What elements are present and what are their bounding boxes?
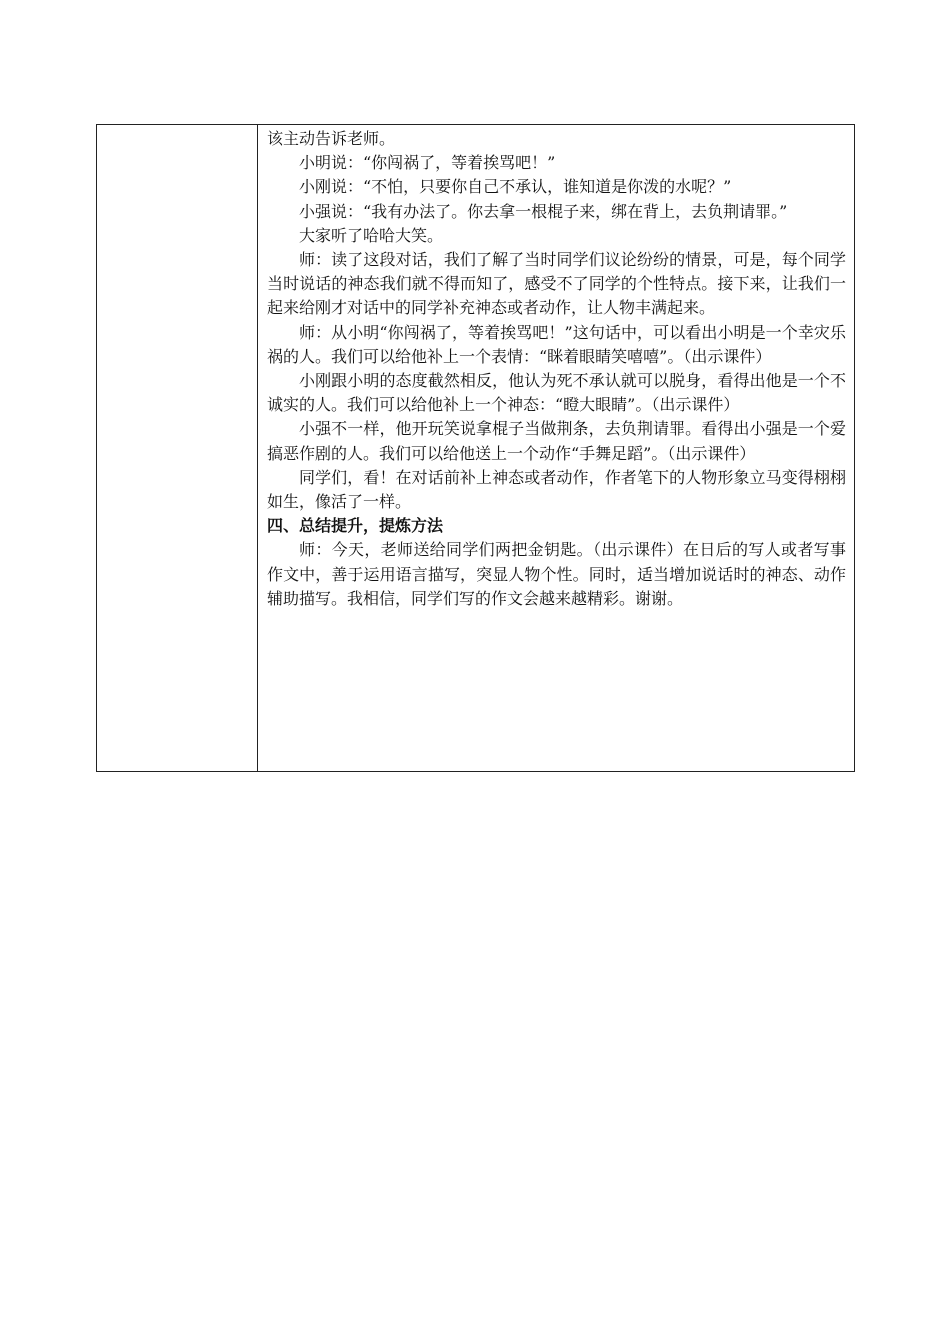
paragraph-xiaoqiang-quote: 小强说：“我有办法了。你去拿一根棍子来，绑在背上，去负荆请罪。” bbox=[299, 201, 788, 221]
section-heading: 四、总结提升，提炼方法 bbox=[267, 516, 444, 536]
paragraph-teacher-1: 师：读了这段对话，我们了解了当时同学们议论纷纷的情景，可是，每个同学当时说话的神态我们就不得而知了，感受不了同学的个性特点。接下来，让我们一起来给刚才对话中的同学补充神态或者动作，让人物丰满起来。 bbox=[267, 250, 846, 318]
lesson-table bbox=[96, 124, 855, 772]
paragraph-xiaogang-analysis: 小刚跟小明的态度截然相反，他认为死不承认就可以脱身，看得出他是一个不诚实的人。我们可以给他补上一个神态：“瞪大眼睛”。（出示课件） bbox=[267, 371, 846, 415]
paragraph-conclusion: 师：今天，老师送给同学们两把金钥匙。（出示课件）在日后的写人或者写事作文中，善于运用语言描写，突显人物个性。同时，适当增加说话时的神态、动作辅助描写。我相信，同学们写的作文会越来越精彩。谢谢。 bbox=[267, 540, 846, 608]
paragraph-xiaoming-quote: 小明说：“你闯祸了，等着挨骂吧！” bbox=[299, 153, 556, 173]
paragraph-laughter: 大家听了哈哈大笑。 bbox=[299, 225, 444, 245]
paragraph-xiaogang-quote: 小刚说：“不怕，只要你自己不承认，谁知道是你泼的水呢？” bbox=[299, 177, 732, 197]
table-left-cell bbox=[97, 125, 258, 771]
paragraph-teacher-2: 师：从小明“你闯祸了，等着挨骂吧！”这句话中，可以看出小明是一个幸灾乐祸的人。我们可以给他补上一个表情：“眯着眼睛笑嘻嘻”。（出示课件） bbox=[267, 322, 846, 366]
table-content-cell bbox=[258, 125, 854, 771]
paragraph-summary: 同学们，看！在对话前补上神态或者动作，作者笔下的人物形象立马变得栩栩如生，像活了一样。 bbox=[267, 467, 846, 512]
paragraph-1: 该主动告诉老师。 bbox=[267, 129, 396, 148]
paragraph-xiaoqiang-analysis: 小强不一样，他开玩笑说拿棍子当做荆条，去负荆请罪。看得出小强是一个爱搞恶作剧的人。我们可以给他送上一个动作“手舞足蹈”。（出示课件） bbox=[267, 419, 846, 463]
